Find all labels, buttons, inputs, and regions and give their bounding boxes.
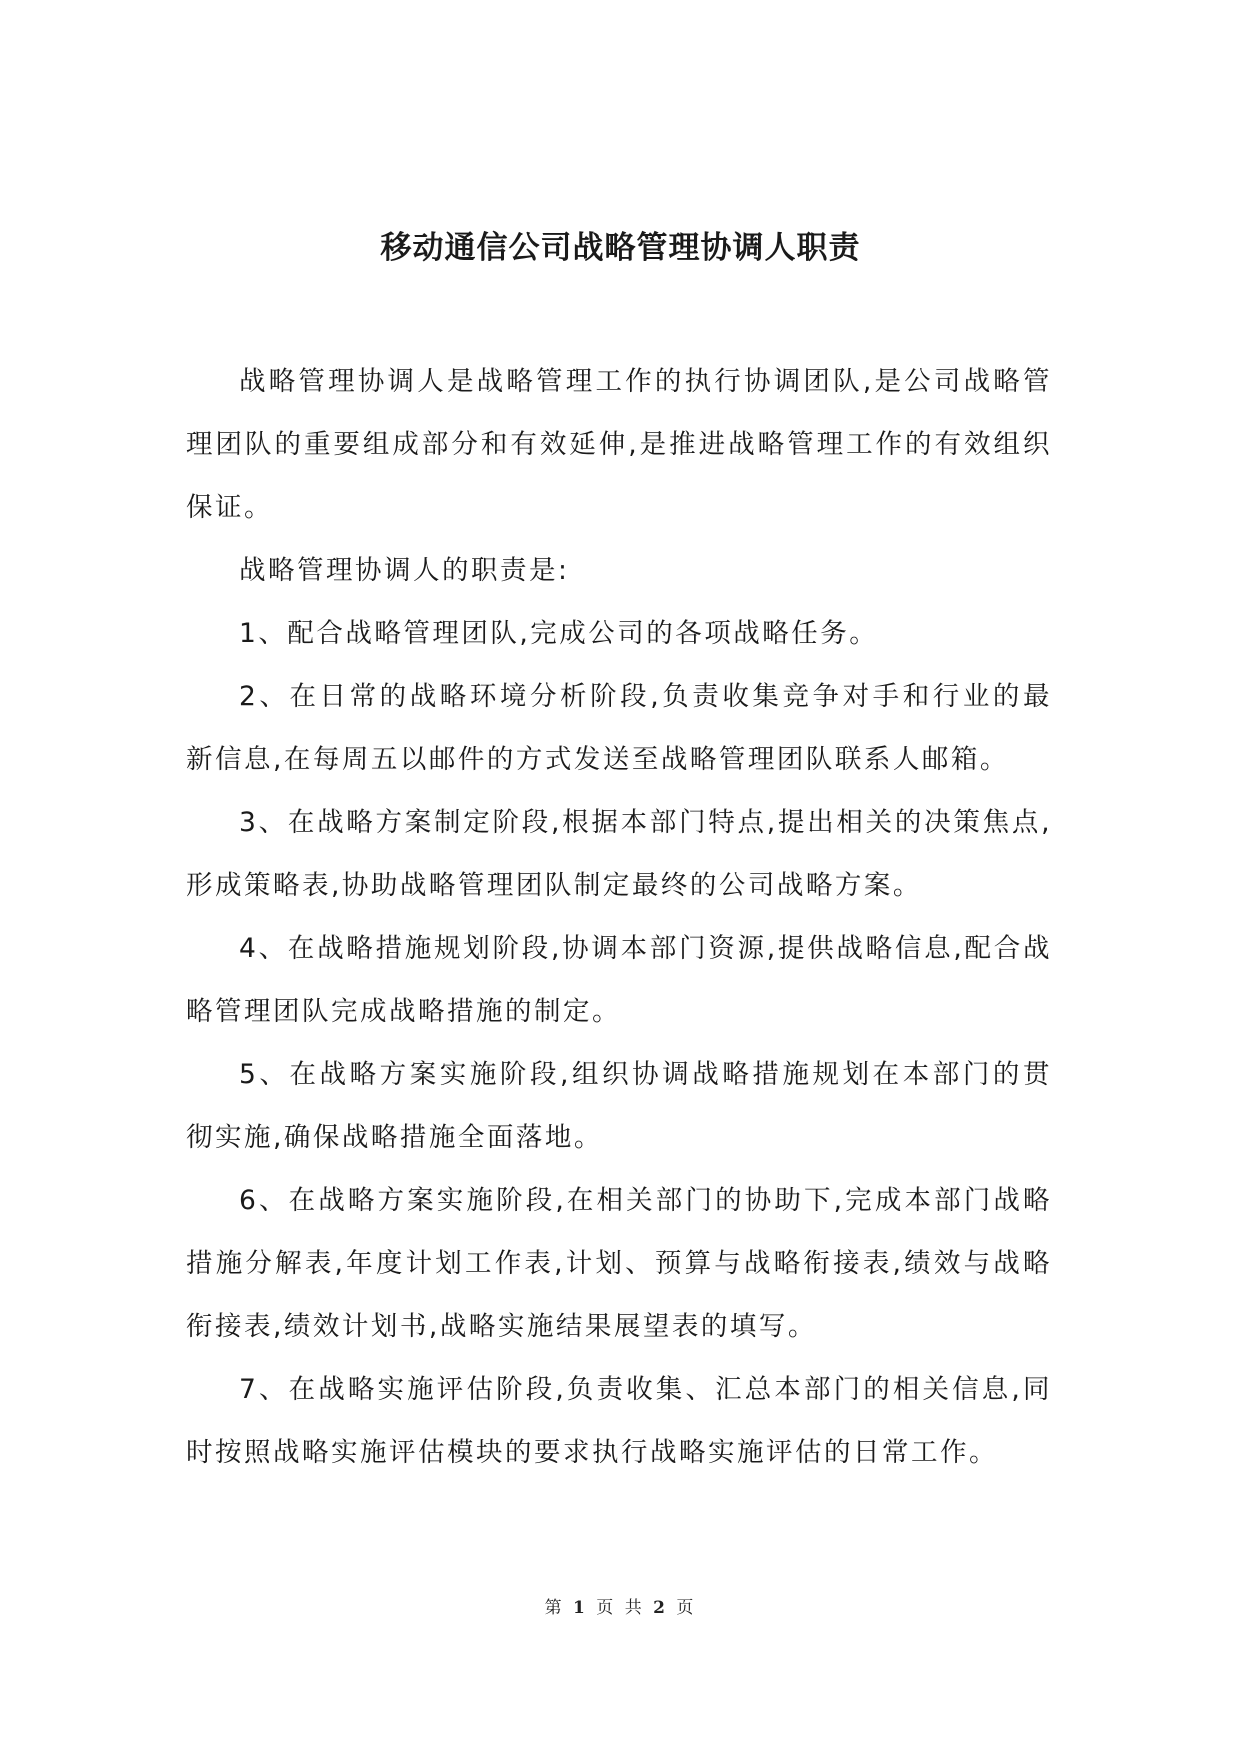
page-footer — [0, 1597, 1241, 1619]
footer-middle: 页 共 — [596, 1598, 645, 1618]
document-body — [186, 350, 1052, 1484]
footer-prefix: 第 — [544, 1598, 565, 1618]
paragraph-duty-7: 7、在战略实施评估阶段,负责收集、汇总本部门的相关信息,同时按照战略实施评估模块的要求执行战略实施评估的日常工作。 — [186, 1374, 1052, 1468]
paragraph-duty-4: 4、在战略措施规划阶段,协调本部门资源,提供战略信息,配合战略管理团队完成战略措施的制定。 — [186, 933, 1052, 1027]
paragraph-duty-6: 6、在战略方案实施阶段,在相关部门的协助下,完成本部门战略措施分解表,年度计划工作表,计划、预算与战略衔接表,绩效与战略衔接表,绩效计划书,战略实施结果展望表的填写。 — [186, 1185, 1052, 1342]
paragraph-duty-5: 5、在战略方案实施阶段,组织协调战略措施规划在本部门的贯彻实施,确保战略措施全面落地。 — [186, 1059, 1052, 1153]
footer-total-pages: 2 — [653, 1598, 668, 1618]
paragraph-duty-2: 2、在日常的战略环境分析阶段,负责收集竞争对手和行业的最新信息,在每周五以邮件的方式发送至战略管理团队联系人邮箱。 — [186, 681, 1052, 775]
paragraph-duty-3: 3、在战略方案制定阶段,根据本部门特点,提出相关的决策焦点,形成策略表,协助战略管理团队制定最终的公司战略方案。 — [186, 807, 1052, 901]
footer-suffix: 页 — [676, 1598, 697, 1618]
paragraph-duty-1: 1、配合战略管理团队,完成公司的各项战略任务。 — [239, 618, 879, 649]
document-title: 移动通信公司战略管理协调人职责 — [380, 230, 861, 266]
footer-page-number: 1 — [573, 1598, 588, 1618]
paragraph-intro: 战略管理协调人是战略管理工作的执行协调团队,是公司战略管理团队的重要组成部分和有效延伸,是推进战略管理工作的有效组织保证。 — [186, 366, 1052, 523]
paragraph-duties-heading: 战略管理协调人的职责是: — [239, 555, 570, 586]
